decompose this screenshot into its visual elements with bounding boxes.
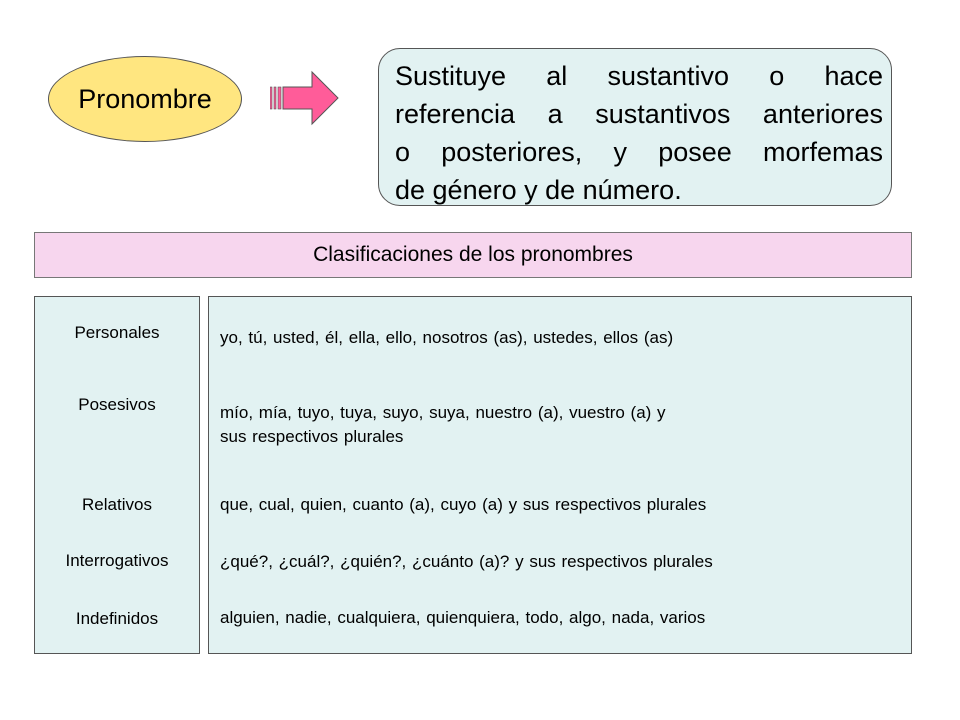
- examples-personales-line-1: yo, tú, usted, él, ella, ello, nosotros (as), ustedes, ellos (as): [220, 328, 674, 347]
- examples-posesivos-line-1: mío, mía, tuyo, tuya, suyo, suya, nuestro (a), vuestro (a) y: [220, 403, 666, 422]
- category-list-box: [34, 296, 200, 654]
- examples-interrogativos-line-1: ¿qué?, ¿cuál?, ¿quién?, ¿cuánto (a)? y sus respectivos plurales: [220, 552, 713, 571]
- concept-oval: [48, 56, 242, 142]
- definition-line-3: o posteriores, y posee morfemas: [395, 137, 883, 167]
- category-indefinidos: Indefinidos: [75, 609, 159, 628]
- category-posesivos: Posesivos: [78, 395, 156, 414]
- right-arrow-icon: [270, 70, 340, 126]
- category-relativos: Relativos: [82, 495, 152, 514]
- examples-posesivos: [220, 401, 904, 449]
- definition-line-4: de género y de número.: [395, 175, 682, 205]
- examples-relativos-line-1: que, cual, quien, cuanto (a), cuyo (a) y sus respectivos plurales: [220, 495, 707, 514]
- definition-box: [378, 48, 892, 206]
- examples-box: [208, 296, 912, 654]
- examples-interrogativos: [220, 550, 904, 574]
- examples-indefinidos: [220, 606, 904, 630]
- definition-line-1: Sustituye al sustantivo o hace: [395, 61, 883, 91]
- examples-indefinidos-line-1: alguien, nadie, cualquiera, quienquiera, todo, algo, nada, varios: [220, 608, 706, 627]
- examples-personales: [220, 326, 904, 350]
- definition-line-2: referencia a sustantivos anteriores: [395, 99, 883, 129]
- classification-title-band: [34, 232, 912, 278]
- category-interrogativos: Interrogativos: [65, 551, 169, 570]
- examples-posesivos-line-2: sus respectivos plurales: [220, 427, 404, 446]
- category-personales: Personales: [74, 323, 160, 342]
- examples-relativos: [220, 493, 904, 517]
- classification-title: Clasificaciones de los pronombres: [313, 243, 633, 266]
- concept-term: Pronombre: [78, 83, 212, 114]
